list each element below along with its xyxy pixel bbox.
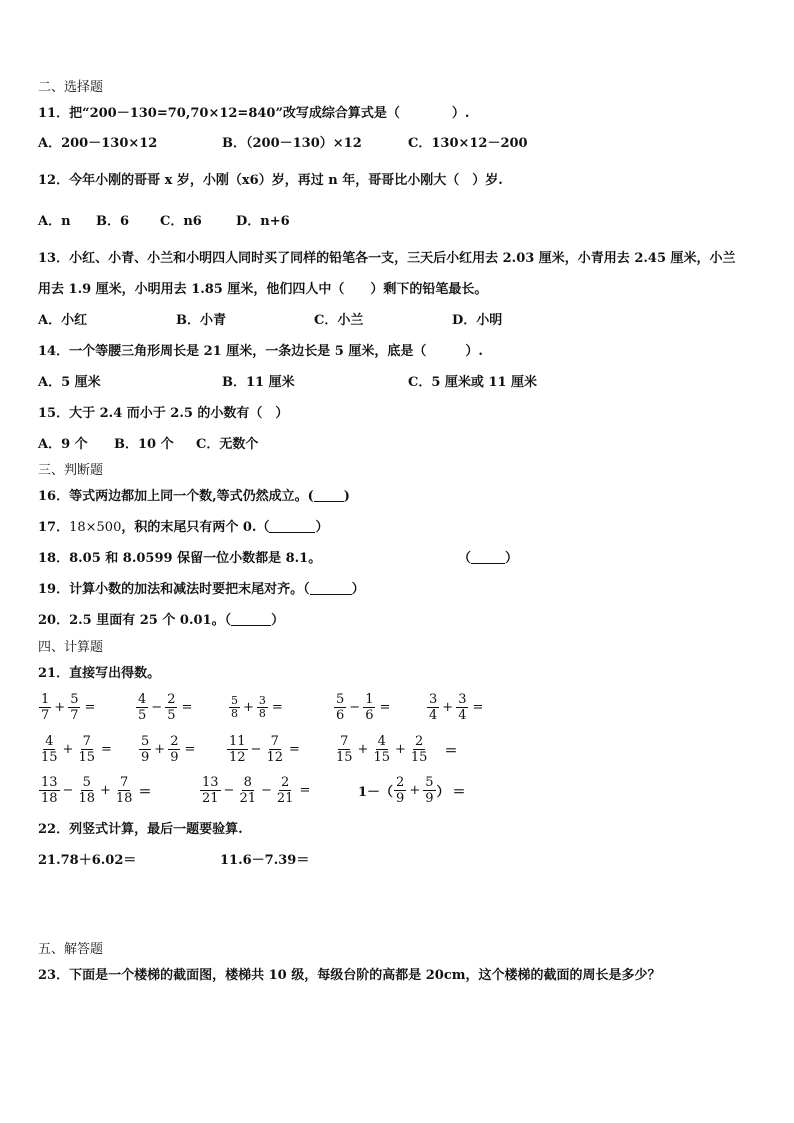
- q11-option-a: A．200－130×12: [38, 136, 158, 151]
- fraction: $\frac{1}{6}$: [365, 692, 374, 723]
- fraction: $\frac{7}{18}$: [115, 775, 133, 806]
- q13-option-d: D．小明: [452, 313, 503, 328]
- question-18-bracket: [458, 551, 518, 567]
- q21-expression-5: $\frac{3}{4}$ + $\frac{3}{4}$ =: [429, 692, 484, 723]
- question-12-stem: 12．今年小刚的哥哥 x 岁，小刚（x6）岁，再过 n 年，哥哥比小刚大（ ）岁.: [38, 173, 503, 188]
- q18-open: （: [458, 551, 472, 566]
- q20-answer-blank[interactable]: [231, 613, 271, 626]
- question-16: [38, 489, 350, 505]
- q21-expression-9: $\frac{7}{15}$ + $\frac{4}{15}$ + $\frac{2}{15}$ ＝: [336, 734, 458, 765]
- q21-expression-8: $\frac{11}{12}$ − $\frac{7}{12}$ =: [229, 734, 300, 765]
- section-heading-judge: 三、判断题: [38, 463, 104, 478]
- fraction: $\frac{5}{7}$: [70, 692, 79, 723]
- q17-expression: 18×500: [69, 520, 122, 535]
- q12-option-d: D．n+6: [236, 214, 290, 229]
- section-heading-choice: 二、选择题: [38, 80, 104, 95]
- q17-answer-blank[interactable]: [269, 520, 315, 533]
- q17-number: 17．: [38, 520, 70, 535]
- q19-close: ）: [351, 582, 365, 597]
- fraction: $\frac{4}{5}$: [138, 692, 147, 723]
- fraction: $\frac{13}{21}$: [202, 775, 219, 806]
- q12-option-c: C．n6: [160, 214, 202, 229]
- q21-expression-10: $\frac{13}{18}$ − $\frac{5}{18}$ + $\frac{7}{18}$ ＝: [41, 775, 152, 806]
- q21-expression-1: $\frac{1}{7}$ + $\frac{5}{7}$ =: [41, 692, 96, 723]
- q14-option-b: B．11 厘米: [222, 375, 295, 390]
- fraction: $\frac{5}{9}$: [141, 734, 150, 765]
- fraction: $\frac{7}{12}$: [266, 734, 283, 765]
- question-21-stem: 21．直接写出得数。: [38, 666, 161, 681]
- q16-stem: 16．等式两边都加上同一个数,等式仍然成立。(: [38, 489, 314, 504]
- question-19: [38, 582, 365, 598]
- fraction: $\frac{2}{5}$: [167, 692, 176, 723]
- fraction: $\frac{3}{4}$: [429, 692, 438, 723]
- q13-option-b: B．小青: [176, 313, 226, 328]
- question-11-stem: 11．把“200－130=70,70×12=840”改写成综合算式是（ ）.: [38, 106, 470, 121]
- q21-expression-4: $\frac{5}{6}$ − $\frac{1}{6}$ =: [336, 692, 391, 723]
- q11-option-c: C．130×12－200: [408, 136, 528, 151]
- q19-answer-blank[interactable]: [310, 582, 352, 595]
- q17-stem: ，积的末尾只有两个 0.（: [121, 520, 270, 535]
- question-23-stem: 23．下面是一个楼梯的截面图，楼梯共 10 级，每级台阶的高都是 20cm，这个楼梯的截面的周长是多少？: [38, 968, 661, 983]
- fraction: $\frac{3}{8}$: [258, 694, 266, 720]
- question-18-stem: 18．8.05 和 8.0599 保留一位小数都是 8.1。: [38, 551, 322, 566]
- q22-expression-2: 11.6－7.39＝: [220, 853, 310, 868]
- q16-answer-blank[interactable]: [314, 489, 344, 502]
- q14-option-c: C．5 厘米或 11 厘米: [408, 375, 538, 390]
- q21-expression-6: $\frac{4}{15}$ + $\frac{7}{15}$ =: [41, 734, 112, 765]
- fraction: $\frac{7}{15}$: [78, 734, 95, 765]
- fraction: $\frac{11}{12}$: [229, 734, 246, 765]
- fraction: $\frac{2}{9}$: [396, 775, 405, 806]
- question-14-stem: 14．一个等腰三角形周长是 21 厘米，一条边长是 5 厘米，底是（ ）.: [38, 344, 483, 359]
- q12-option-b: B．6: [96, 214, 130, 229]
- fraction: $\frac{13}{18}$: [41, 775, 58, 806]
- fraction: $\frac{2}{15}$: [410, 734, 428, 765]
- question-13-line1: 13．小红、小青、小兰和小明四人同时买了同样的铅笔各一支，三天后小红用去 2.03 厘米，小青用去 2.45 厘米，小兰: [38, 251, 736, 266]
- section-heading-calc: 四、计算题: [38, 640, 104, 655]
- q20-close: ）: [271, 613, 285, 628]
- fraction: $\frac{5}{6}$: [336, 692, 345, 723]
- q21-expression-7: $\frac{5}{9}$ + $\frac{2}{9}$ =: [141, 734, 196, 765]
- fraction: $\frac{7}{15}$: [336, 734, 353, 765]
- fraction: $\frac{8}{21}$: [239, 775, 256, 806]
- q15-option-b: B．10 个: [114, 437, 174, 452]
- question-22-stem: 22．列竖式计算，最后一题要验算.: [38, 822, 243, 837]
- fraction: $\frac{1}{7}$: [41, 692, 50, 723]
- q15-option-c: C．无数个: [196, 437, 259, 452]
- q21-expression-11: $\frac{13}{21}$ − $\frac{8}{21}$ − $\frac{2}{21}$ =: [202, 775, 311, 806]
- q22-expression-1: 21.78＋6.02＝: [38, 853, 137, 868]
- fraction: $\frac{2}{21}$: [276, 775, 294, 806]
- q18-close: ）: [505, 551, 519, 566]
- q18-answer-blank[interactable]: [471, 551, 505, 564]
- question-20: [38, 613, 284, 629]
- fraction: $\frac{3}{4}$: [458, 692, 467, 723]
- q21-expression-12: 1－（ $\frac{2}{9}$ + $\frac{5}{9}$ ） ＝: [358, 775, 466, 806]
- section-heading-solve: 五、解答题: [38, 942, 104, 957]
- fraction: $\frac{4}{15}$: [41, 734, 58, 765]
- q12-option-a: A．n: [38, 214, 71, 229]
- fraction: $\frac{5}{8}$: [231, 694, 238, 720]
- q17-close: ）: [315, 520, 329, 535]
- q13-option-a: A．小红: [38, 313, 88, 328]
- q19-stem: 19．计算小数的加法和减法时要把末尾对齐。（: [38, 582, 310, 597]
- q11-option-b: B．（200－130）×12: [222, 136, 362, 151]
- question-17: [38, 520, 328, 536]
- fraction: $\frac{5}{18}$: [78, 775, 95, 806]
- question-15-stem: 15．大于 2.4 而小于 2.5 的小数有（ ）: [38, 406, 289, 421]
- q21-expression-2: $\frac{4}{5}$ − $\frac{2}{5}$ =: [138, 692, 193, 723]
- fraction: $\frac{5}{9}$: [425, 775, 434, 806]
- q21-expression-3: $\frac{5}{8}$ + $\frac{3}{8}$ =: [231, 694, 283, 720]
- q13-option-c: C．小兰: [314, 313, 364, 328]
- q15-option-a: A．9 个: [38, 437, 88, 452]
- question-13-line2: 用去 1.9 厘米，小明用去 1.85 厘米，他们四人中（ ）剩下的铅笔最长。: [38, 282, 488, 297]
- fraction: $\frac{4}{15}$: [373, 734, 390, 765]
- fraction: $\frac{2}{9}$: [170, 734, 179, 765]
- q14-option-a: A．5 厘米: [38, 375, 101, 390]
- q16-close: ): [343, 489, 350, 504]
- q20-stem: 20．2.5 里面有 25 个 0.01。（: [38, 613, 232, 628]
